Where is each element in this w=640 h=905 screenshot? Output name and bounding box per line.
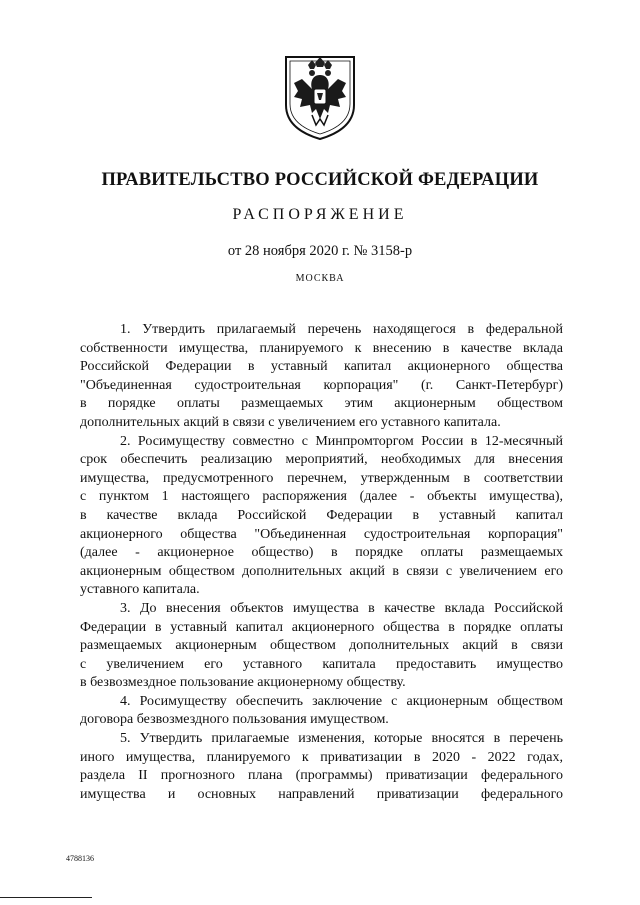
- footer-divider: [0, 897, 92, 898]
- paragraph-line: с пунктом 1 настоящего распоряжения (далее - объекты имущества),: [80, 489, 563, 505]
- paragraph-line: 1. Утвердить прилагаемый перечень находящегося в федеральной: [120, 322, 563, 337]
- paragraph-line: 4. Росимуществу обеспечить заключение с акционерным обществом: [120, 693, 563, 709]
- paragraph-line: в порядке оплаты размещаемых этим акционерным обществом: [80, 396, 563, 412]
- paragraph-line: срок обеспечить реализацию мероприятий, необходимых для внесения: [80, 452, 563, 468]
- paragraph-line: раздела II прогнозного плана (программы) приватизации федерального: [80, 768, 563, 784]
- paragraph-line: 3. До внесения объектов имущества в качестве вклада Российской: [120, 600, 563, 616]
- document-type: РАСПОРЯЖЕНИЕ: [232, 206, 408, 223]
- paragraph-line: акционерного общества "Объединенная судостроительная корпорация": [80, 526, 563, 542]
- document-date-number: от 28 ноября 2020 г. № 3158-р: [227, 243, 413, 259]
- paragraph-line: с увеличением его уставного капитала предоставить имущество: [80, 656, 563, 672]
- paragraph-line: "Объединенная судостроительная корпорация" (г. Санкт-Петербург): [80, 377, 563, 393]
- paragraph-line: имущества, предусмотренного перечнем, утвержденным в соответствии: [80, 470, 563, 486]
- paragraph-line: размещаемых акционерным обществом дополнительных акций в связи: [80, 638, 563, 654]
- paragraph-line: (далее - акционерное общество) в порядке оплаты размещаемых: [80, 545, 563, 561]
- paragraph-line: договора безвозмездного пользования имуществом.: [80, 712, 389, 728]
- document-city: МОСКВА: [295, 273, 345, 284]
- paragraph-line: Российской Федерации в уставный капитал акционерного общества: [80, 359, 563, 375]
- document-body: [80, 321, 563, 804]
- paragraph-line: 5. Утвердить прилагаемые изменения, которые вносятся в перечень: [120, 731, 563, 747]
- paragraph-line: имущества и основных направлений приватизации федерального: [80, 786, 563, 802]
- paragraph-line: в безвозмездное пользование акционерному обществу.: [80, 675, 406, 691]
- government-title: ПРАВИТЕЛЬСТВО РОССИЙСКОЙ ФЕДЕРАЦИИ: [101, 170, 539, 190]
- paragraph-line: иного имущества, планируемого к приватизации в 2020 - 2022 годах,: [80, 749, 563, 765]
- document-code: 4788136: [66, 854, 94, 863]
- paragraph-line: акционерным обществом дополнительных акций в связи с увеличением его: [80, 563, 563, 579]
- coat-of-arms-emblem: [282, 53, 358, 141]
- paragraph-line: 2. Росимуществу совместно с Минпромторгом России в 12-месячный: [120, 433, 563, 449]
- paragraph-line: в качестве вклада Российской Федерации в уставный капитал: [80, 507, 563, 523]
- paragraph-line: уставного капитала.: [80, 582, 200, 598]
- paragraph-line: дополнительных акций в связи с увеличением его уставного капитала.: [80, 414, 501, 430]
- paragraph-line: Федерации в уставный капитал акционерного общества в порядке оплаты: [80, 619, 563, 635]
- paragraph-line: собственности имущества, планируемого к внесению в качестве вклада: [80, 340, 563, 356]
